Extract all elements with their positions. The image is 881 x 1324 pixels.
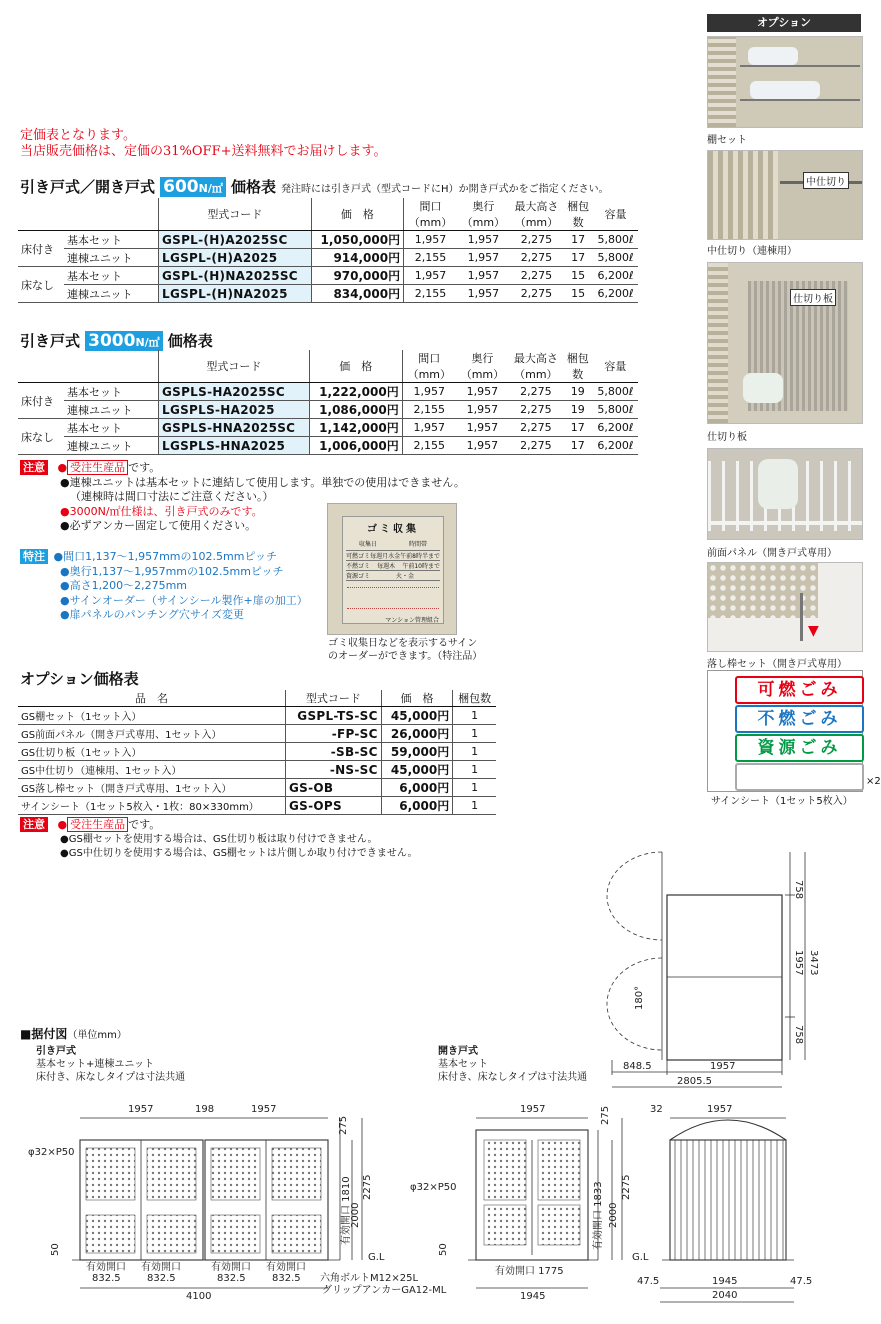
svg-text:832.5: 832.5	[217, 1273, 246, 1284]
drawing-title: ■据付図（単位mm）	[20, 1027, 127, 1041]
svg-text:2000: 2000	[350, 1202, 361, 1228]
header-capacity: 容量	[593, 198, 638, 231]
hinged-drawing-caption: 開き戸式 基本セット 床付き、床なしタイプは寸法共通	[438, 1046, 588, 1083]
table-row: GS棚セット（1セット入） GSPL-TS-SC 45,000円 1	[18, 707, 496, 725]
table1-rating-badge: 600N/㎡	[160, 177, 226, 197]
header-height: 最大高さ （mm）	[510, 198, 563, 231]
caption-shelf-set: 棚セット	[707, 135, 747, 146]
svg-text:832.5: 832.5	[272, 1273, 301, 1284]
sign-count: ×2	[866, 776, 881, 787]
door-panels	[86, 1140, 580, 1253]
svg-text:1945: 1945	[712, 1276, 738, 1287]
svg-text:50: 50	[50, 1243, 61, 1256]
sign-board-title: ゴミ収集	[367, 524, 419, 535]
svg-text:有効開口: 有効開口	[211, 1262, 251, 1273]
svg-text:1957: 1957	[710, 1061, 736, 1072]
table-row: 床付き 基本セット GSPL-(H)A2025SC 1,050,000円 1,957 1,957 2,275 17 5,800ℓ	[18, 231, 638, 249]
svg-text:有効開口 1775: 有効開口 1775	[495, 1266, 564, 1277]
sign-board-image: ゴミ収集 収集日 時間帯 可燃ゴミ 毎週月水金 午前8時半まで 不燃ゴミ 毎週木 午前10時まで 資源ゴミ 火・金 マンション管理組合	[327, 503, 457, 635]
notice-line-1: 定価表となります。	[20, 128, 136, 143]
svg-text:六角ボルトM12×25L: 六角ボルトM12×25L	[320, 1273, 419, 1284]
options-panel-header: オプション	[707, 14, 861, 32]
table-row: GS仕切り板（1セット入） -SB-SC 59,000円 1	[18, 743, 496, 761]
svg-text:180°: 180°	[634, 985, 645, 1010]
svg-text:758: 758	[793, 880, 804, 900]
svg-text:有効開口: 有効開口	[266, 1262, 306, 1273]
table1-instruction: 発注時には引き戸式（型式コードにH）か開き戸式かをご指定ください。	[281, 184, 609, 195]
svg-text:2040: 2040	[712, 1290, 738, 1301]
side-elevation	[660, 1118, 794, 1302]
caution-tag: 注意	[20, 460, 48, 475]
svg-text:848.5: 848.5	[623, 1061, 652, 1072]
svg-text:有効開口 1810: 有効開口 1810	[341, 1176, 352, 1245]
svg-text:4100: 4100	[186, 1291, 212, 1302]
svg-text:有効開口: 有効開口	[86, 1262, 126, 1273]
svg-text:2000: 2000	[608, 1202, 619, 1228]
table-row: 連棟ユニット LGSPL-(H)A2025 914,000円 2,155 1,957 2,275 17 5,800ℓ	[18, 249, 638, 267]
svg-text:47.5: 47.5	[790, 1276, 813, 1287]
table-row: サインシート（1セット5枚入・1枚：80×330mm） GS-OPS 6,000円 1	[18, 797, 496, 815]
option-caution-notes: 注意 ● 受注生産品 です。 ●GS棚セットを使用する場合は、GS仕切り板は取り付けできません。 ●GS中仕切りを使用する場合は、GS棚セットは片側しか取り付けできません。	[20, 818, 418, 862]
table2-title-prefix: 引き戸式	[20, 332, 81, 350]
sign-board-caption: ゴミ収集日などを表示するサイン のオーダーができます。（特注品）	[328, 638, 483, 662]
svg-text:50: 50	[438, 1243, 449, 1256]
svg-text:有効開口: 有効開口	[141, 1262, 181, 1273]
plan-view	[607, 852, 805, 1087]
svg-text:2275: 2275	[362, 1174, 373, 1200]
table-row: 連棟ユニット LGSPL-(H)NA2025 834,000円 2,155 1,957 2,275 15 6,200ℓ	[18, 285, 638, 303]
svg-text:有効開口 1833: 有効開口 1833	[593, 1181, 604, 1250]
svg-text:G.L: G.L	[368, 1252, 385, 1263]
table-row: GS落し棒セット（開き戸式専用、1セット入） GS-OB 6,000円 1	[18, 779, 496, 797]
header-pack: 梱包 数	[563, 198, 593, 231]
table-row: GS前面パネル（開き戸式専用、1セット入） -FP-SC 26,000円 1	[18, 725, 496, 743]
table-row: 床なし 基本セット GSPLS-HNA2025SC 1,142,000円 1,957 1,957 2,275 17 6,200ℓ	[18, 419, 638, 437]
table-header: 型式コード 価 格 間口 （mm） 奥行 （mm） 最大高さ （mm） 梱包 数 容量	[18, 350, 638, 383]
table-row: 連棟ユニット LGSPLS-HNA2025 1,006,000円 2,155 1,957 2,275 17 6,200ℓ	[18, 437, 638, 455]
svg-text:2805.5: 2805.5	[677, 1076, 712, 1087]
notice-line-2: 当店販売価格は、定価の31%OFF+送料無料でお届けします。	[20, 144, 387, 159]
header-depth: 奥行 （mm）	[457, 198, 510, 231]
table-row: 床なし 基本セット GSPL-(H)NA2025SC 970,000円 1,957 1,957 2,275 15 6,200ℓ	[18, 267, 638, 285]
special-order-notes: 特注 ●間口1,137～1,957mmの102.5mmピッチ ●奥行1,137～1,957mmの102.5mmピッチ ●高さ1,200～2,275mm ●サインオーダー（サインシール製作+扉の加工） ●扉パネルのパンチング穴サイズ変更	[20, 550, 308, 623]
arrow-down-icon: ▼	[808, 623, 819, 639]
svg-text:1945: 1945	[520, 1291, 546, 1302]
caption-drop-rod: 落し棒セット（開き戸式専用）	[707, 659, 847, 670]
svg-text:1957: 1957	[793, 950, 804, 976]
svg-text:32: 32	[650, 1104, 663, 1115]
label-center-partition: 中仕切り	[803, 172, 849, 189]
caption-front-panel: 前面パネル（開き戸式専用）	[707, 548, 837, 559]
caption-sign-sheet: サインシート（1セット5枚入）	[711, 796, 853, 807]
svg-text:1957: 1957	[251, 1104, 277, 1115]
table1-title-prefix: 引き戸式／開き戸式	[20, 178, 156, 196]
header-price: 価 格	[311, 198, 403, 231]
svg-text:832.5: 832.5	[92, 1273, 121, 1284]
svg-text:275: 275	[338, 1115, 349, 1135]
svg-text:1957: 1957	[128, 1104, 154, 1115]
svg-text:3473: 3473	[808, 950, 819, 976]
sign-non-burnable: 不燃ごみ	[735, 705, 864, 733]
header-code: 型式コード	[159, 198, 312, 231]
caption-center-partition: 中仕切り（連棟用）	[707, 246, 797, 257]
header-width: 間口 （mm）	[404, 198, 457, 231]
sign-recyclable: 資源ごみ	[735, 734, 864, 762]
table1-title-suffix: 価格表	[230, 178, 276, 196]
svg-text:1957: 1957	[520, 1104, 546, 1115]
sliding-drawing-caption: 引き戸式 基本セット+連棟ユニット 床付き、床なしタイプは寸法共通	[36, 1046, 186, 1083]
table-row: GS中仕切り（連棟用、1セット入） -NS-SC 45,000円 1	[18, 761, 496, 779]
group-label: 床なし	[18, 267, 64, 303]
special-order-tag: 特注	[20, 549, 48, 564]
svg-text:2275: 2275	[621, 1174, 632, 1200]
label-partition-board: 仕切り板	[790, 289, 836, 306]
table2-title-suffix: 価格表	[167, 332, 213, 350]
svg-text:198: 198	[195, 1104, 215, 1115]
svg-text:47.5: 47.5	[637, 1276, 660, 1287]
sign-board-owner: マンション管理組合	[385, 617, 439, 624]
svg-text:1957: 1957	[707, 1104, 733, 1115]
option-table-title: オプション価格表	[20, 670, 139, 688]
caution-tag: 注意	[20, 817, 48, 832]
svg-text:φ32×P50: φ32×P50	[28, 1147, 75, 1158]
table2-rating-badge: 3000N/㎡	[85, 331, 163, 351]
table-row: 連棟ユニット LGSPLS-HA2025 1,086,000円 2,155 1,957 2,275 19 5,800ℓ	[18, 401, 638, 419]
svg-text:グリップアンカーGA12-ML: グリップアンカーGA12-ML	[322, 1285, 447, 1296]
caution-notes: 注意 ● 受注生産品 です。 ●連棟ユニットは基本セットに連結して使用します。単独での使用はできません。 （連棟時は間口寸法にご注意ください。） ●3000N/㎡仕様は、引き戸式のみです。 ●必ずアンカー固定して使用ください。	[20, 461, 465, 534]
svg-text:φ32×P50: φ32×P50	[410, 1182, 457, 1193]
svg-text:758: 758	[793, 1025, 804, 1045]
table-row: 床付き 基本セット GSPLS-HA2025SC 1,222,000円 1,957 1,957 2,275 19 5,800ℓ	[18, 383, 638, 401]
caption-partition-board: 仕切り板	[707, 432, 747, 443]
svg-text:832.5: 832.5	[147, 1273, 176, 1284]
svg-text:G.L: G.L	[632, 1252, 649, 1263]
group-label: 床付き	[18, 231, 64, 267]
made-to-order-label: 受注生産品	[67, 460, 128, 475]
svg-text:275: 275	[600, 1105, 611, 1125]
sign-burnable: 可燃ごみ	[735, 676, 864, 704]
table-header: 品 名 型式コード 価 格 梱包数	[18, 690, 496, 707]
